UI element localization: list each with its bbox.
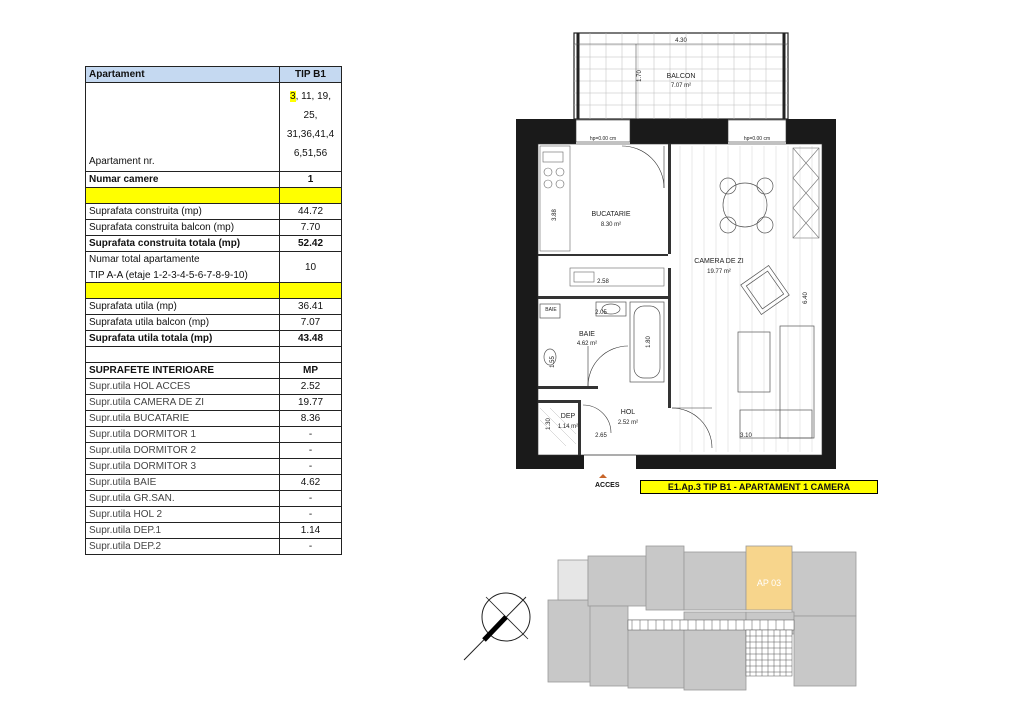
apt-nr-line-1: [283, 87, 338, 106]
baie-dim2: 1.55: [550, 356, 556, 368]
camera-dim-h: 6.40: [803, 292, 809, 304]
row-value: 1: [280, 172, 342, 188]
row-value: -: [280, 507, 342, 523]
row-label: Supr.utila DEP.2: [86, 539, 280, 555]
row-label: Supr.utila BAIE: [86, 475, 280, 491]
hp-label-2: hp=0.00 cm: [743, 136, 771, 142]
bucatarie-name: BUCATARIE: [591, 211, 631, 218]
balcon-area: 7.07 m²: [670, 83, 692, 89]
table-row: [86, 459, 342, 475]
row-label: Suprafata utila totala (mp): [86, 331, 280, 347]
table-row: [86, 188, 342, 204]
access-arrow-icon: [597, 474, 609, 478]
spec-table-body: [86, 67, 342, 555]
row-label: Supr.utila DORMITOR 3: [86, 459, 280, 475]
row-label: [86, 347, 280, 363]
header-label: Apartament: [86, 67, 280, 83]
row-value: 44.72: [280, 204, 342, 220]
table-row: [86, 347, 342, 363]
table-row: [86, 204, 342, 220]
apt-nr-label-text: Apartament nr.: [89, 156, 155, 167]
row-value: -: [280, 443, 342, 459]
row-label: Numar camere: [86, 172, 280, 188]
table-row: [86, 172, 342, 188]
table-row: [86, 507, 342, 523]
hol-name: HOL: [620, 409, 636, 416]
table-row: [86, 411, 342, 427]
row-label-line-2: TIP A-A (etaje 1-2-3-4-5-6-7-8-9-10): [89, 269, 248, 281]
table-row: [86, 395, 342, 411]
baie-dim3: 2.05: [595, 310, 607, 316]
row-value: -: [280, 491, 342, 507]
header-value: TIP B1: [280, 67, 342, 83]
table-row: [86, 427, 342, 443]
bucatarie-area: 8.30 m²: [600, 222, 622, 228]
row-value: 2.52: [280, 379, 342, 395]
row-value: 7.70: [280, 220, 342, 236]
row-label: [86, 252, 280, 283]
row-value: 52.42: [280, 236, 342, 252]
table-row: [86, 299, 342, 315]
apt-nr-line-3: 31,36,41,4: [286, 129, 335, 140]
table-row: [86, 220, 342, 236]
row-label: Suprafata utila (mp): [86, 299, 280, 315]
row-value: 43.48: [280, 331, 342, 347]
row-label: Supr.utila BUCATARIE: [86, 411, 280, 427]
apt-nr-line-4: 6,51,56: [293, 148, 328, 159]
bucatarie-dim: 3.88: [552, 209, 558, 221]
row-value: [280, 283, 342, 299]
balcon-dim-h: 1.70: [637, 70, 643, 82]
row-label: Supr.utila HOL 2: [86, 507, 280, 523]
baie-area: 4.62 m²: [576, 341, 598, 347]
camera-name: CAMERA DE ZI: [694, 258, 744, 265]
row-label: Supr.utila GR.SAN.: [86, 491, 280, 507]
floor-plan: [510, 28, 840, 478]
camera-dim-w: 3.10: [740, 433, 752, 439]
row-value: 10: [280, 252, 342, 283]
table-row: [86, 363, 342, 379]
row-label: Supr.utila DEP.1: [86, 523, 280, 539]
baie-dim: 1.80: [646, 336, 652, 348]
row-value: -: [280, 427, 342, 443]
row-label: SUPRAFETE INTERIOARE: [86, 363, 280, 379]
plan-title: E1.Ap.3 TIP B1 - APARTAMENT 1 CAMERA: [640, 480, 878, 494]
row-label: Supr.utila DORMITOR 1: [86, 427, 280, 443]
baie-tag: BAIE: [545, 307, 557, 313]
table-row: [86, 252, 342, 283]
table-row: [86, 443, 342, 459]
row-label: Suprafata construita (mp): [86, 204, 280, 220]
row-value: 8.36: [280, 411, 342, 427]
table-header-row: [86, 67, 342, 83]
hp-label-1: hp=0.00 cm: [589, 136, 617, 142]
unit-ap03-label: AP 03: [756, 578, 782, 588]
dep-area: 1.14 m²: [557, 424, 579, 430]
row-value: 4.62: [280, 475, 342, 491]
table-row: [86, 379, 342, 395]
north-compass-icon: [464, 593, 530, 660]
table-row: [86, 331, 342, 347]
row-label: Suprafata utila balcon (mp): [86, 315, 280, 331]
row-value: MP: [280, 363, 342, 379]
table-row: [86, 523, 342, 539]
balcon-dim-w: 4.30: [675, 38, 687, 44]
row-label: Suprafata construita totala (mp): [86, 236, 280, 252]
table-row: [86, 283, 342, 299]
camera-area: 19.77 m²: [707, 269, 731, 275]
table-row: [86, 315, 342, 331]
apt-nr-label: [86, 83, 280, 172]
baie-name: BAIE: [579, 331, 595, 338]
apt-nr-highlight: 3: [290, 91, 296, 102]
row-label: Supr.utila DORMITOR 2: [86, 443, 280, 459]
row-label-line-1: Numar total apartamente: [89, 253, 200, 265]
row-label: Supr.utila HOL ACCES: [86, 379, 280, 395]
row-label: Suprafata construita balcon (mp): [86, 220, 280, 236]
balcon-name: BALCON: [666, 73, 696, 80]
apt-nr-values: [280, 83, 342, 172]
row-label: [86, 283, 280, 299]
apartment-spec-table: [85, 66, 342, 555]
table-row: [86, 475, 342, 491]
building-footprint: [548, 546, 856, 690]
row-value: 1.14: [280, 523, 342, 539]
table-row: [86, 539, 342, 555]
dep-dim: 1.30: [546, 418, 552, 430]
row-value: [280, 188, 342, 204]
apt-nr-line-1-rest: , 11, 19,: [295, 91, 331, 102]
acces-label: ACCES: [595, 482, 620, 489]
site-plan: [460, 540, 880, 710]
hol-dim: 2.65: [595, 433, 607, 439]
row-value: 19.77: [280, 395, 342, 411]
row-value: 7.07: [280, 315, 342, 331]
row-value: 36.41: [280, 299, 342, 315]
row-value: -: [280, 459, 342, 475]
table-row: [86, 491, 342, 507]
row-value: [280, 347, 342, 363]
row-label: Supr.utila CAMERA DE ZI: [86, 395, 280, 411]
row-value: -: [280, 539, 342, 555]
table-row: [86, 236, 342, 252]
apartment-numbers-row: [86, 83, 342, 172]
hol-area: 2.52 m²: [617, 420, 639, 426]
kitchen-dim: 2.58: [597, 279, 609, 285]
apt-nr-line-2: 25,: [303, 110, 318, 121]
dep-name: DEP: [560, 413, 576, 420]
row-label: [86, 188, 280, 204]
